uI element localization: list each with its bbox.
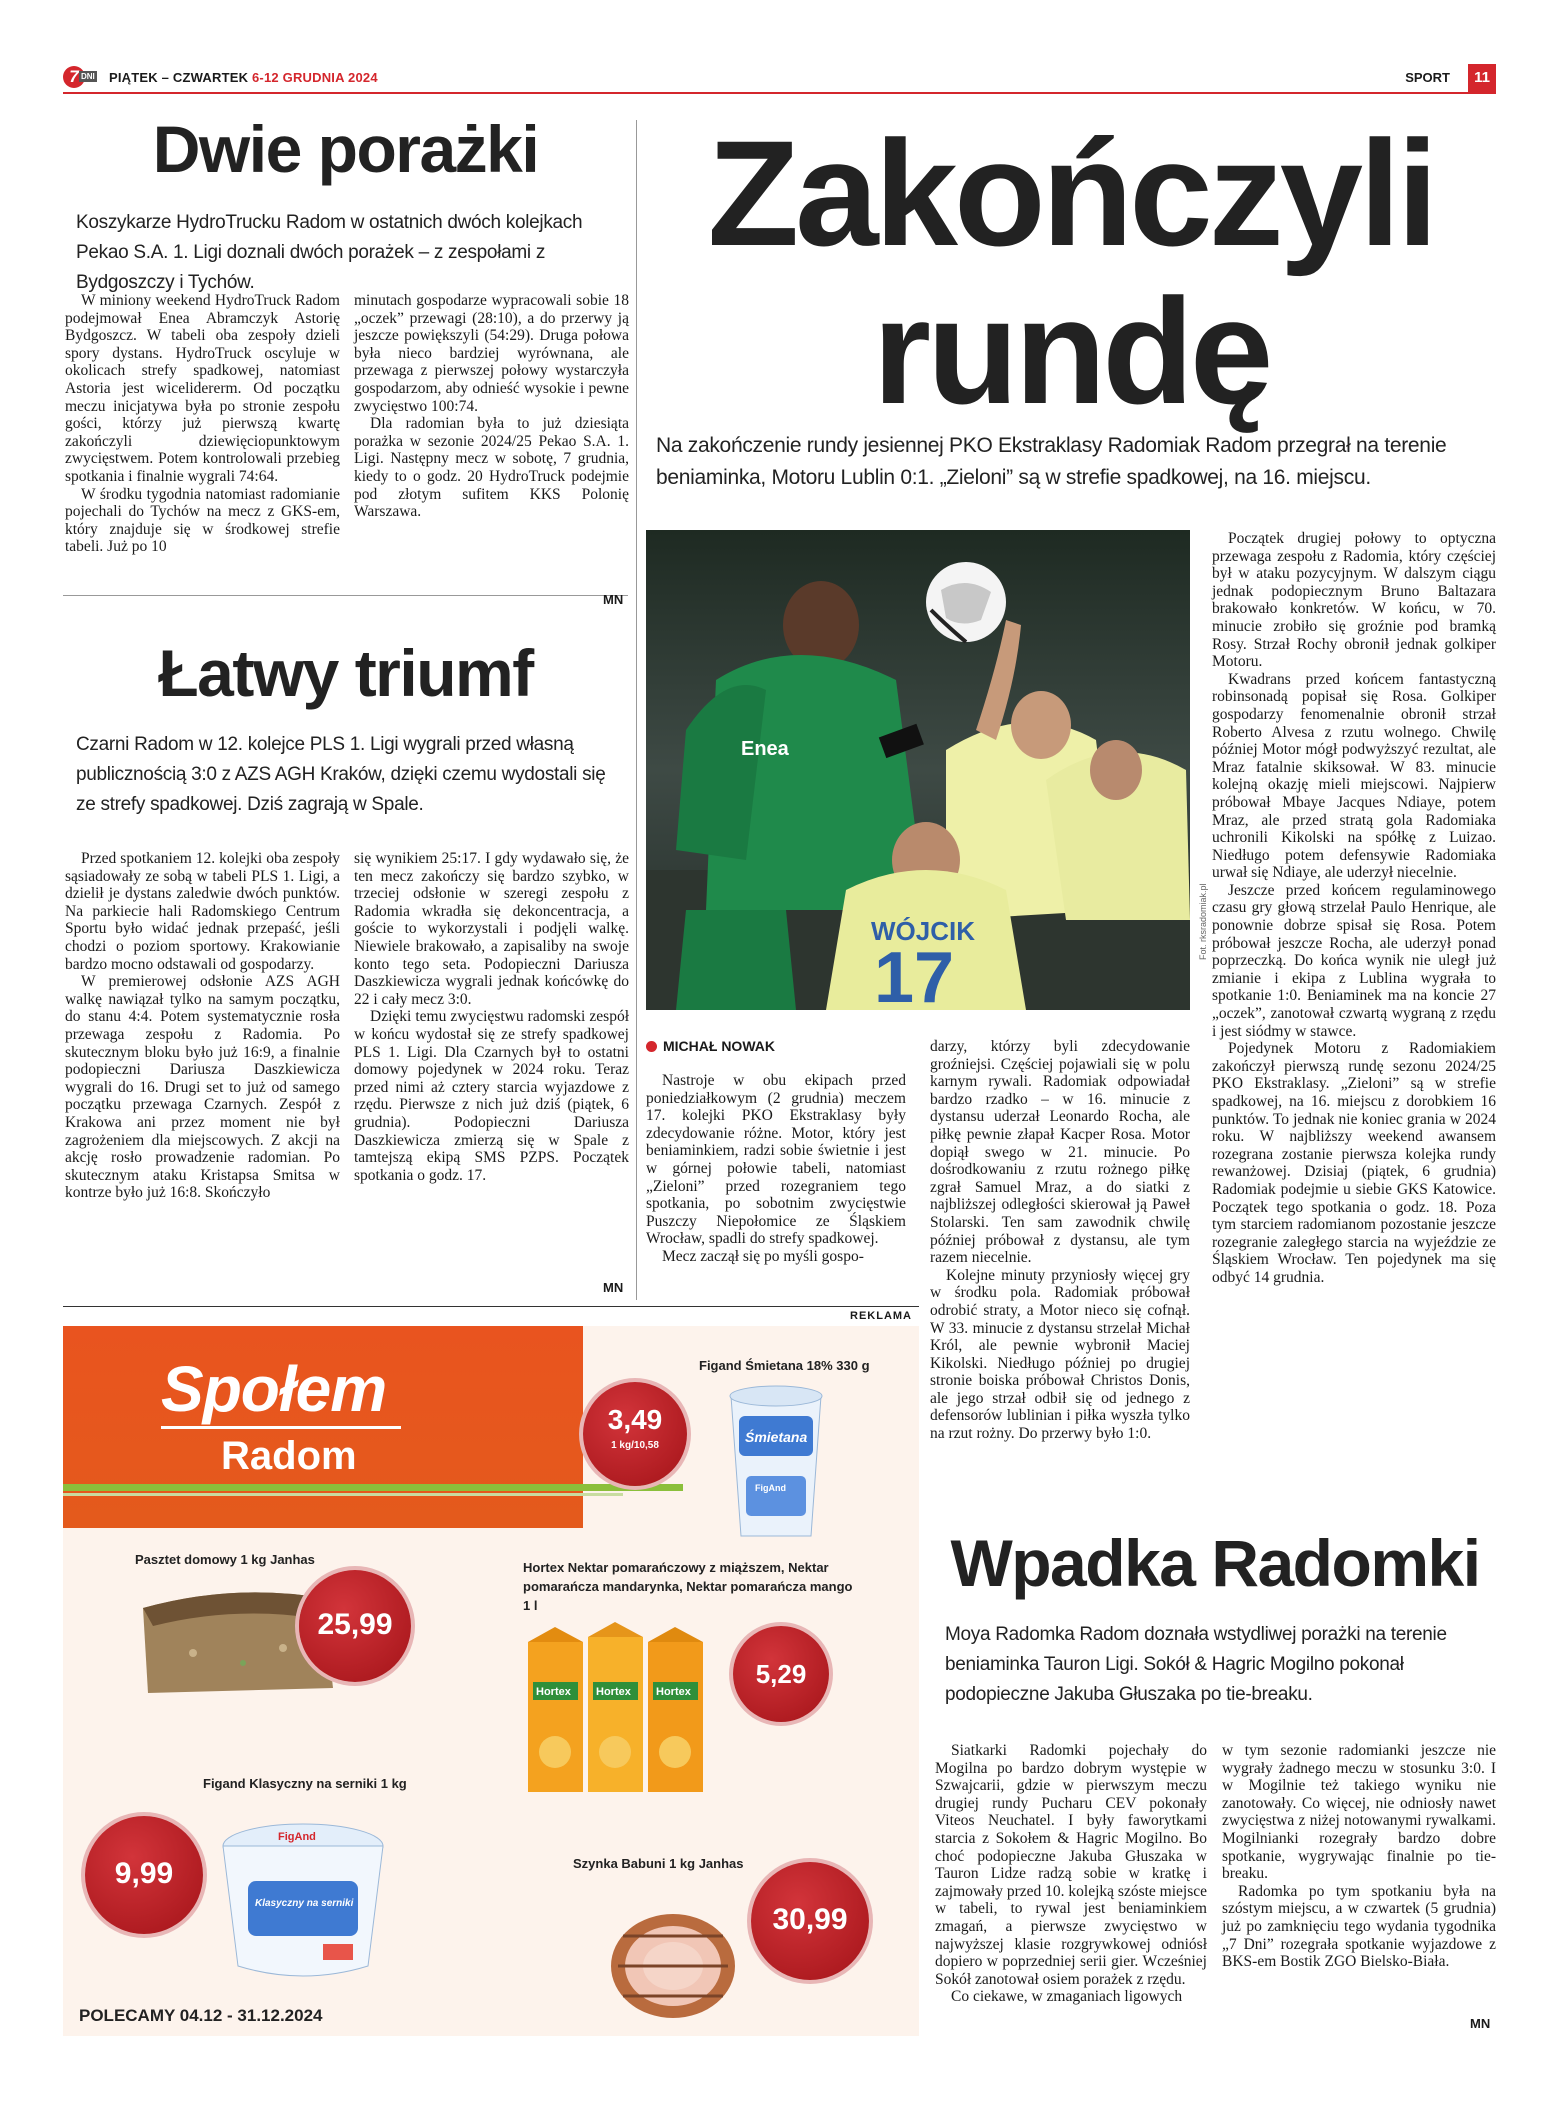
article2-column2: się wynikiem 25:17. I gdy wydawało się, że ten mecz zakończy się bardzo szybko, w trzeciej odsłonie w szeregi zespołu z Radomia wkradła się dekoncentracja, a goście to wykorzystali i podjęli walkę. Niewiele brakowało, a zapisaliby na swoje konto tego seta. Podopieczni Dariusza Daszkiewicza wygrali jednak końcówkę do 22 i cały mecz 3:0. Dzięki temu zwycięstwu radomski zespół w końcu wydostał się ze strefy spadkowej PLS 1. Ligi. Dla Czarnych był to ostatni domowy pojedynek w 2024 roku. Teraz przed nimi aż cztery starcia wyjazdowe z rzędu. Pierwsze z nich już dziś (piątek, 6 grudnia). Podopieczni Dariusza Daszkiewicza zmierzą się w Spale z tamtejszą ekipą SMS PZPS. Początek spotkania o godz. 17. — [354, 850, 629, 1184]
cheese-tub-image — [213, 1806, 393, 1986]
svg-text:Enea: Enea — [741, 738, 789, 760]
price-badge: 5,29 — [733, 1626, 829, 1722]
headline-dwie-porazki: Dwie porażki — [152, 112, 539, 186]
article3-column1: Nastroje w obu ekipach przed poniedziałkowym (2 grudnia) meczem 17. kolejki PKO Ekstraklasy były zdecydowanie różne. Motor, który jest beniaminkiem, radzi sobie świetnie i jest w górnej połowie tabeli, natomiast „Zieloni” przed rozegraniem tego spotkania, po sobotnim zwycięstwie Puszczy Niepołomice ze Śląskiem Wrocław, spadli do strefy spadkowej. Mecz zaczął się po myśli gospo- — [646, 1072, 906, 1265]
article-divider — [63, 595, 628, 596]
ad-brand-logo: Społem — [161, 1353, 387, 1425]
lead-wpadka-radomki: Moya Radomka Radom doznała wstydliwej porażki na terenie beniaminka Tauron Ligi. Sokół & Hagric Mogilno pokonał podopieczne Jakuba Głuszaka po tie-breaku. — [945, 1624, 1447, 1705]
ham-image — [603, 1896, 743, 2026]
lead-zakonczyli-runde: Na zakończenie rundy jesiennej PKO Ekstraklasy Radomiak Radom przegrał na terenie beniaminka, Motoru Lublin 0:1. „Zieloni” są w strefie spadkowej, na 16. miejscu. — [656, 434, 1447, 489]
header-divider — [63, 92, 1496, 94]
article2-column1: Przed spotkaniem 12. kolejki oba zespoły sąsiadowały ze sobą w tabeli PLS 1. Ligi, a dzielił je dystans zaledwie dwóch punktów. Na parkiecie hali Radomskiego Centrum Sportu było widać jednak przepaść, jeśli chodzi o poziom sportowy. Krakowianie bardzo mocno odstawali od gospodarzy. W premierowej odsłonie AZS AGH walkę nawiązał tylko na samym początku, do stanu 4:4. Potem systematycznie rosła przewaga zespołu z Radomia. Po skutecznym bloku było już 16:9, a finalnie podopieczni Dariusza Daszkiewicza wygrali do 16. Drugi set to już od samego początku przewaga Czarnych. Zespół z Krakowa ani przez moment nie był zagrożeniem dla miejscowych. Z akcji na akcję rosło prowadzenie radomian. Po skutecznym ataku Kristapsa Smitsa w kontrze było już 16:8. Skończyło — [65, 850, 340, 1202]
author-byline: MICHAŁ NOWAK — [646, 1038, 775, 1054]
issue-date: PIĄTEK – CZWARTEK 6-12 GRUDNIA 2024 — [109, 70, 378, 85]
article3-column2: darzy, którzy byli zdecydowanie groźniejsi. Częściej pojawiali się w polu karnym rywali. Radomiak odpowiadał bardzo rzadko – w 16. minucie z dystansu uderzał Leonardo Rocha, ale piłkę pewnie złapał Kacper Rosa. Motor dopiął swego w 21. minucie. Po dośrodkowaniu z rzutu rożnego piłkę zgrał Samuel Mraz, a do siatki z najbliższej odległości skierował ją Paweł Stolarski. Ten sam zawodnik chwilę później próbował z dystansu, ale tym razem niecelnie. Kolejne minuty przyniosły więcej gry w środku pola. Radomiak próbował odrobić straty, a Motor nieco się cofnął. W 33. minucie z dystansu strzelał Michał Król, ale pewnie wybronił Maciej Kikolski. Niedługo później po drugiej stronie boiska próbował Christos Donis, ale jego strzał odbił się od jednego z defensorów lublinian i piłka wyszła tylko na rzut rożny. Do przerwy było 1:0. — [930, 1038, 1190, 1443]
svg-text:17: 17 — [874, 938, 955, 1010]
svg-text:WÓJCIK: WÓJCIK — [871, 916, 975, 946]
product-label: Figand Śmietana 18% 330 g — [699, 1358, 870, 1373]
headline-wpadka-radomki: Wpadka Radomki — [950, 1526, 1480, 1600]
column-divider — [636, 120, 637, 1300]
article3-column3: Początek drugiej połowy to optyczna przewaga zespołu z Radomia, który częściej był w ataku pozycyjnym. W dalszym ciągu jednak podopiecznym Bruno Baltazara brakowało konkretów. W końcu, w 70. minucie zrobiło się groźnie pod bramką Rosy. Strzał Rochy obronił jednak golkiper Motoru. Kwadrans przed końcem fantastyczną robinsonadą popisał się Rosa. Golkiper gospodarzy fenomenalnie obronił strzał Roberto Alvesa z rzutu wolnego. Chwilę później Motor mógł podwyższyć rezultat, ale Mraz fatalnie skiksował. W 83. minucie kolejną okazję mieli miejscowi. Najpierw próbował Mbaye Jacques Ndiaye, potem Mraz, ale przed stratą gola Radomiaka uchronili Kikolski na spółkę z Luizao. Niedługo potem defensywie Radomiaka urwał się Ndiaye, ale uderzył niecelnie. Jeszcze przed końcem regulaminowego czasu gry głową strzelał Paulo Henrique, ale ponownie dobrze spisał się Rosa. Potem próbował jeszcze Rocha, ale uderzył ponad poprzeczką. Do końca wynik nie uległ już zmianie i ekipa z Lublina wygrała to spotkanie 1:0. Beniaminek ma na koncie 27 „oczek”, zanotował czwartą wygraną z rzędu i jest siódmy w stawce. Pojedynek Motoru z Radomiakiem zakończył pierwszą rundę sezonu 2024/25 PKO Ekstraklasy. „Zieloni” są w strefie spadkowej, na 16. miejscu z dorobkiem 16 punktów. To jednak nie koniec grania w 2024 roku. W najbliższy weekend awansem rozegrana zostanie pierwsza kolejka rundy rewanżowej. Dzisiaj (piątek, 6 grudnia) Radomiak podejmie u siebie GKS Katowice. Początek tego spotkania o godz. 18. Poza tym starciem radomianom pozostanie jeszcze rozegranie zaległego starcia na wyjeździe ze Śląskiem Wrocław. Ten pojedynek ma się odbyć 14 grudnia. — [1212, 530, 1496, 1286]
product-label: Hortex Nektar pomarańczowy z miąższem, Nektar pomarańcza mandarynka, Nektar pomarańcza mango 1 l — [523, 1560, 853, 1613]
match-photo — [646, 530, 1190, 1010]
svg-text:FigAnd: FigAnd — [278, 1831, 316, 1843]
ad-city: Radom — [221, 1434, 357, 1478]
article4-column2: w tym sezonie radomianki jeszcze nie wygrały żadnego meczu w stosunku 3:0. I w Mogilnie też takiego wyniku nie zanotowały. Co więcej, nie odniosły nawet zwycięstwa z niżej notowanymi rywalkami. Mogilnianki rozegrały bardzo dobre spotkanie, wygrywając finalnie po tie-breaku. Radomka po tym spotkaniu była na szóstym miejscu, a w czwartek (5 grudnia) już po zamknięciu tego wydania tygodnika „7 Dni” rozegrała spotkanie wyjazdowe z BKS-em Bostik ZGO Bielsko-Biała. — [1222, 1742, 1496, 1971]
football-action-illustration — [646, 530, 1190, 1010]
signature: MN — [1470, 2016, 1491, 2031]
section-name: SPORT — [1405, 70, 1450, 85]
product-label: Pasztet domowy 1 kg Janhas — [135, 1552, 315, 1567]
article4-column1: Siatkarki Radomki pojechały do Mogilna po bardzo dobrym występie w Szwajcarii, gdzie w pierwszym meczu drugiej rundy Pucharu CEV pokonały Viteos Neuchatel. I były faworytkami starcia z Sokołem & Hagric Mogilno. Bo choć podopieczne Jakuba Głuszaka w Tauron Lidze radzą sobie w kratkę i zajmowały przed 10. kolejką szóste miejsce w tabeli, to rywal jest beniaminkiem zmagań, a pierwsze zwycięstwo w najwyższej klasie rozgrywkowej odniósł dopiero w poprzedniej serii gier. Wcześniej Sokół zanotował osiem porażek z rzędu. Co ciekawe, w zmaganiach ligowych — [935, 1742, 1208, 2006]
page-number: 11 — [1468, 64, 1496, 92]
svg-text:FigAnd: FigAnd — [755, 1483, 786, 1493]
cream-cup-image — [711, 1376, 841, 1546]
article1-column2: minutach gospodarze wypracowali sobie 18 „oczek” przewagi (28:10), a do przerwy ją jeszcze powiększyli (54:29). Druga połowa była nieco bardziej wyrównana, ale przewaga z pierwszej połowy wystarczyła gospodarzom, aby odnieść wysokie i pewne zwycięstwo 100:74. Dla radomian była to już dziesiąta porażka w sezonie 2024/25 Pekao S.A. 1. Ligi. Następny mecz w sobotę, 7 grudnia, kiedy to o godz. 20 HydroTruck podejmie pod złotym sufitem KKS Polonię Warszawa. — [354, 292, 629, 521]
spolem-advertisement — [63, 1326, 919, 2036]
price-badge: 3,49 1 kg/10,58 — [583, 1382, 687, 1486]
signature: MN — [603, 1280, 624, 1295]
photo-credit: Fot. rksradomiak.pl — [1198, 883, 1208, 960]
article1-column1: W miniony weekend HydroTruck Radom podejmował Enea Abramczyk Astorię Bydgoszcz. W tabeli oba zespoły dzieli spory dystans. HydroTruck oscyluje w okolicach strefy spadkowej, natomiast Astoria jest wicelidererm. Od początku meczu inicjatywa była po stronie zespołu gości, którzy już pierwszą kwartę zakończyli dziewięciopunktowym zwycięstwem. Potem kontrolowali przebieg spotkania i finalnie wygrali 74:64. W środku tygodnia natomiast radomianie pojechali do Tychów na mecz z GKS-em, który znajduje się w środkowej strefie tabeli. Już po 10 — [65, 292, 340, 556]
product-label: Szynka Babuni 1 kg Janhas — [573, 1856, 744, 1871]
svg-text:Śmietana: Śmietana — [745, 1429, 808, 1445]
signature: MN — [603, 592, 624, 607]
publication-logo: 7 DNI — [63, 66, 101, 90]
page-header — [63, 66, 1496, 90]
price-badge: 9,99 — [85, 1816, 203, 1934]
ad-label: REKLAMA — [850, 1310, 912, 1322]
price-badge: 25,99 — [299, 1570, 411, 1682]
ad-divider — [63, 1306, 919, 1307]
svg-text:Hortex: Hortex — [596, 1686, 631, 1698]
svg-text:Hortex: Hortex — [656, 1686, 691, 1698]
juice-cartons-image — [523, 1622, 713, 1802]
svg-text:Hortex: Hortex — [536, 1686, 571, 1698]
svg-text:Klasyczny na serniki: Klasyczny na serniki — [255, 1898, 354, 1909]
product-label: Figand Klasyczny na serniki 1 kg — [203, 1776, 407, 1791]
price-badge: 30,99 — [751, 1862, 869, 1980]
bullet-icon — [646, 1041, 657, 1052]
headline-latwy-triumf: Łatwy triumf — [158, 636, 533, 710]
headline-zakonczyli-runde: Zakończyli rundę — [707, 109, 1435, 435]
ad-validity: POLECAMY 04.12 - 31.12.2024 — [79, 2006, 323, 2025]
lead-dwie-porazki: Koszykarze HydroTrucku Radom w ostatnich dwóch kolejkach Pekao S.A. 1. Ligi doznali dwóch porażek – z zespołami z Bydgoszczy i Tychów. — [76, 212, 583, 293]
lead-latwy-triumf: Czarni Radom w 12. kolejce PLS 1. Ligi wygrali przed własną publicznością 3:0 z AZS AGH Kraków, dzięki czemu wydostali się ze strefy spadkowej. Dziś zagrają w Spale. — [76, 734, 606, 815]
